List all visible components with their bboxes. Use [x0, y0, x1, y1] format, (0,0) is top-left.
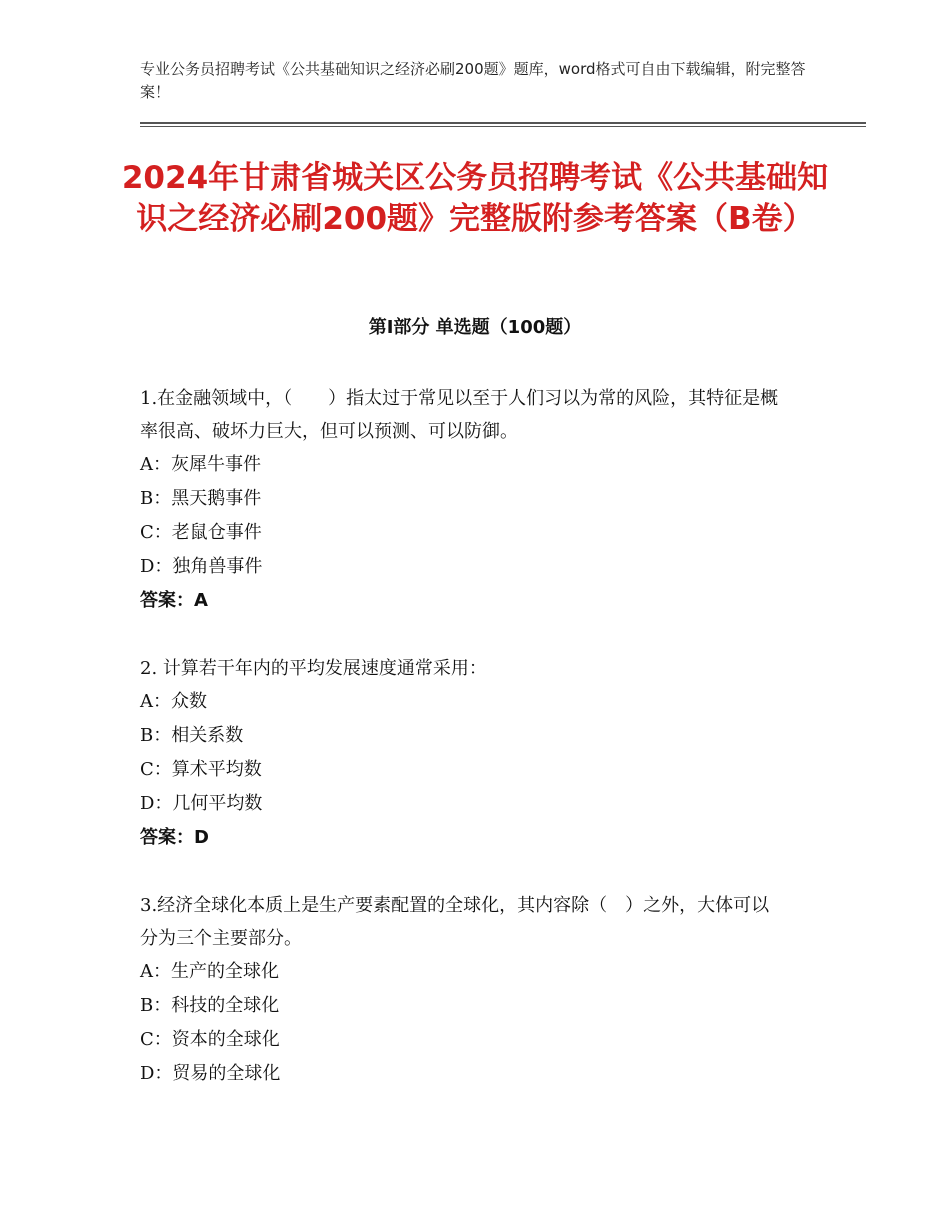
question-1 — [140, 382, 780, 618]
option-d: D：贸易的全球化 — [140, 1063, 281, 1084]
header-divider — [140, 122, 866, 124]
answer-line: 答案：A — [140, 590, 208, 611]
question-stem: 1.在金融领域中，（ ）指太过于常见以至于人们习以为常的风险，其特征是概率很高、破坏力巨大，但可以预测、可以防御。 — [140, 388, 779, 442]
option-d: D：独角兽事件 — [140, 556, 263, 577]
option-a: A：生产的全球化 — [140, 961, 279, 982]
header-divider-thin — [140, 126, 866, 127]
question-2 — [140, 652, 780, 855]
option-d: D：几何平均数 — [140, 793, 263, 814]
question-stem: 2. 计算若干年内的平均发展速度通常采用： — [140, 658, 487, 679]
option-c: C：算术平均数 — [140, 759, 262, 780]
option-c: C：老鼠仓事件 — [140, 522, 262, 543]
question-stem: 3.经济全球化本质上是生产要素配置的全球化，其内容除（ ）之外，大体可以分为三个主要部分。 — [140, 895, 770, 949]
answer-line: 答案：D — [140, 827, 209, 848]
option-c: C：资本的全球化 — [140, 1029, 280, 1050]
question-3 — [140, 889, 780, 1091]
question-list — [140, 382, 780, 1125]
option-b: B：相关系数 — [140, 725, 244, 746]
option-b: B：黑天鹅事件 — [140, 488, 262, 509]
option-a: A：灰犀牛事件 — [140, 454, 261, 475]
page-header-text: 专业公务员招聘考试《公共基础知识之经济必刷200题》题库，word格式可自由下载编辑，附完整答案！ — [140, 60, 806, 101]
document-title: 2024年甘肃省城关区公务员招聘考试《公共基础知识之经济必刷200题》完整版附参考答案（B卷） — [121, 160, 829, 237]
option-a: A：众数 — [140, 691, 207, 712]
section-heading: 第Ⅰ部分 单选题（100题） — [368, 317, 582, 338]
option-b: B：科技的全球化 — [140, 995, 280, 1016]
